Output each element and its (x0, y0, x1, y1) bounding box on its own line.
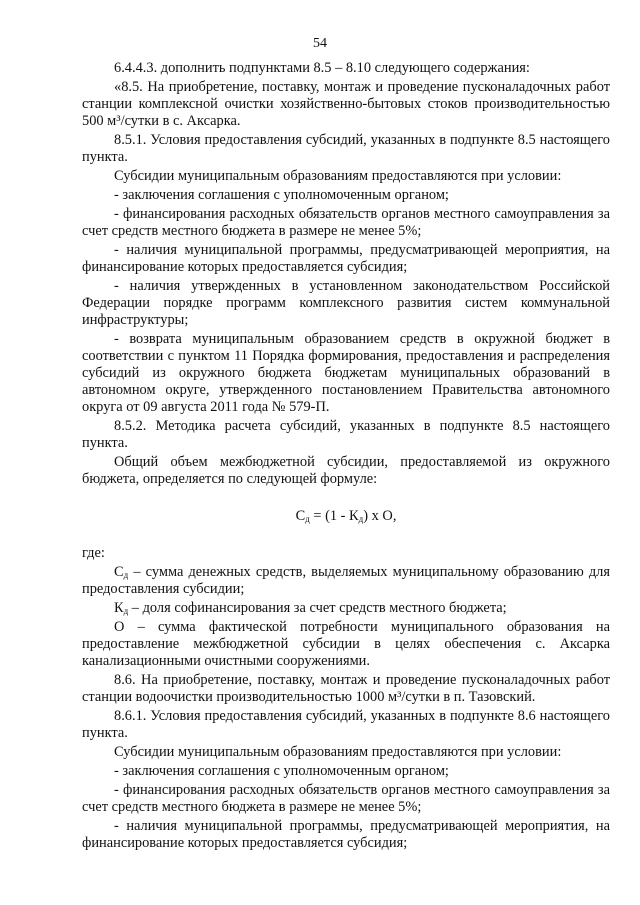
definition-text: – сумма денежных средств, выделяемых муниципальному образованию для предоставления субсидии; (82, 564, 610, 597)
paragraph: 6.4.4.3. дополнить подпунктами 8.5 – 8.10 следующего содержания: (114, 60, 530, 76)
list-item: - заключения соглашения с уполномоченным органом; (114, 763, 449, 779)
list-item: - наличия утвержденных в установленном законодательством Российской Федерации порядке программ комплексного развития систем коммунальной инфраструктуры; (82, 278, 610, 328)
definition-cd (82, 564, 610, 598)
where-label: где: (82, 545, 105, 561)
formula-subscript: д (358, 514, 364, 524)
formula-subscript: д (305, 514, 310, 524)
formula-middle: = (1 - К (309, 508, 359, 524)
paragraph: 8.6.1. Условия предоставления субсидий, указанных в подпункте 8.6 настоящего пункта. (82, 708, 610, 741)
page-number: 54 (313, 36, 327, 51)
paragraph: Субсидии муниципальным образованиям предоставляются при условии: (114, 744, 562, 760)
paragraph: 8.5.1. Условия предоставления субсидий, указанных в подпункте 8.5 настоящего пункта. (82, 132, 610, 165)
formula-end: ) x О, (363, 508, 397, 524)
paragraph: Субсидии муниципальным образованиям предоставляются при условии: (114, 168, 562, 184)
formula-symbol: С (295, 508, 306, 524)
document-body (82, 60, 610, 854)
paragraph: Общий объем межбюджетной субсидии, предоставляемой из окружного бюджета, определяется по следующей формуле: (82, 454, 610, 487)
paragraph: 8.5.2. Методика расчета субсидий, указанных в подпункте 8.5 настоящего пункта. (82, 418, 610, 451)
list-item: - финансирования расходных обязательств органов местного самоуправления за счет средств местного бюджета в размере не менее 5%; (82, 206, 610, 239)
list-item: - финансирования расходных обязательств органов местного самоуправления за счет средств местного бюджета в размере не менее 5%; (82, 782, 610, 815)
definition-kd (82, 600, 610, 617)
list-item: - наличия муниципальной программы, предусматривающей мероприятия, на финансирование которых предоставляется субсидия; (82, 818, 610, 851)
paragraph: 8.6. На приобретение, поставку, монтаж и проведение пусконаладочных работ станции водоочистки производительностью 1000 м³/сутки в п. Тазовский. (82, 672, 610, 705)
definition-subscript: д (123, 570, 129, 580)
definition-text: – доля софинансирования за счет средств местного бюджета; (128, 600, 507, 616)
formula (82, 508, 610, 525)
definition-subscript: д (123, 606, 129, 616)
list-item: - наличия муниципальной программы, предусматривающей мероприятия, на финансирование которых предоставляется субсидия; (82, 242, 610, 275)
definition-o: О – сумма фактической потребности муниципального образования на предоставление межбюджетной субсидии в целях обеспечения с. Аксарка канализационными очистными сооружениями. (82, 619, 610, 669)
definition-symbol: С (114, 564, 124, 580)
list-item: - заключения соглашения с уполномоченным органом; (114, 187, 449, 203)
list-item: - возврата муниципальным образованием средств в окружной бюджет в соответствии с пунктом 11 Порядка формирования, предоставления и распределения субсидий из окружного бюджета бюджетам муниципальных образований в автономном округе, утвержденного постановлением Правительства автономного округа от 09 августа 2011 года № 579-П. (82, 331, 610, 415)
definition-symbol: К (114, 600, 124, 616)
paragraph: «8.5. На приобретение, поставку, монтаж и проведение пусконаладочных работ станции комплексной очистки хозяйственно-бытовых стоков производительностью 500 м³/сутки в с. Аксарка. (82, 79, 610, 129)
